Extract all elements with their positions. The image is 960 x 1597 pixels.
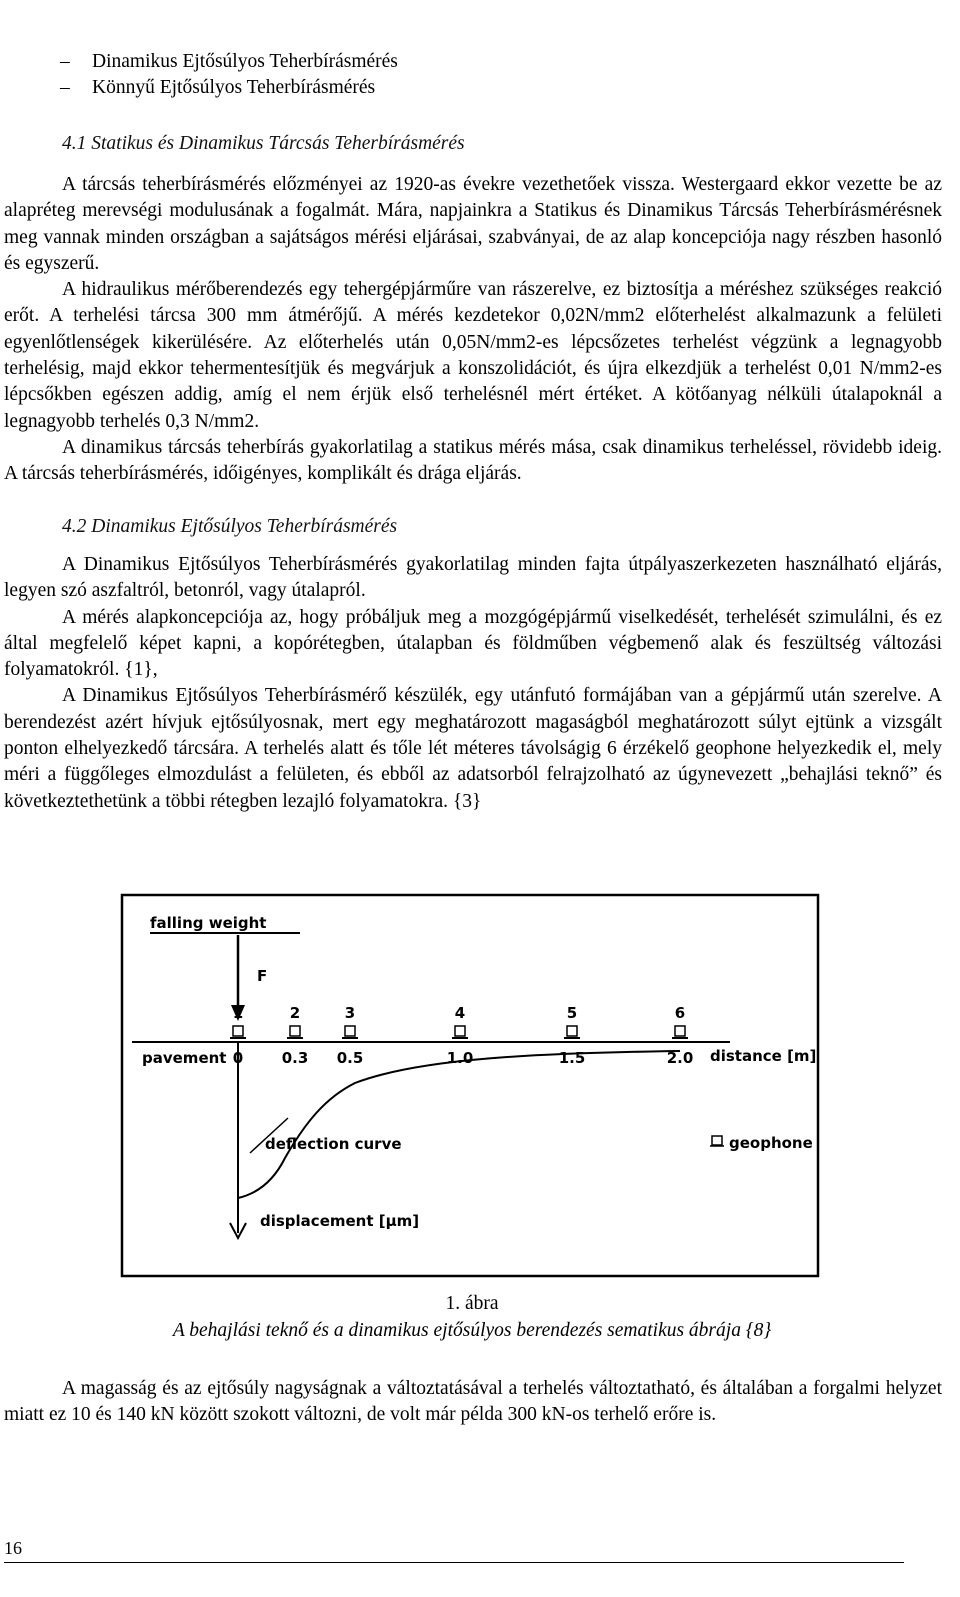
section-4-1-body [4,172,942,488]
geophone-distance: 2.0 [666,1049,694,1067]
list-item-text: Dinamikus Ejtősúlyos Teherbírásmérés [92,51,398,72]
paragraph: A magasság és az ejtősúly nagyságnak a változtatásával a terhelés változtatható, és általában a forgalmi helyzet miatt ez 10 és 140 kN között szokott változni, de volt már példa 300 kN-os terhelő erőre is. [4,1378,942,1426]
geophone-distance: 0.3 [281,1049,309,1067]
paragraph: A dinamikus tárcsás teherbírás gyakorlatilag a statikus mérés mása, csak dinamikus terheléssel, rövidebb ideig. A tárcsás teherbírásmérés, időigényes, komplikált és drága eljárás. [4,436,942,485]
bullet-dash: – [60,51,70,72]
pavement-label: pavement [142,1049,227,1067]
deflection-curve-label: deflection curve [265,1135,402,1153]
geophone-number: 5 [566,1004,578,1022]
displacement-label: displacement [μm] [260,1212,420,1230]
geophone-legend-label: geophone [729,1134,813,1152]
bullet-list [60,49,398,101]
page-number: 16 [4,1538,22,1558]
paragraph: A mérés alapkoncepciója az, hogy próbáljuk meg a mozgógépjármű viselkedését, terhelését szimulálni, és ez által megfelelő képet kapni, a kopórétegben, útalapban és földműben végbemenő alak és feszültség változási folyamatokról. {1}, [4,606,942,681]
section-heading-4-2: 4.2 Dinamikus Ejtősúlyos Teherbírásmérés [62,516,398,537]
list-item [60,75,398,101]
footer-rule [4,1562,904,1563]
geophone-distance: 1.5 [558,1049,586,1067]
geophone-number: 3 [344,1004,356,1022]
deflection-diagram [120,893,820,1278]
geophone-distance: 0.5 [336,1049,364,1067]
paragraph: A Dinamikus Ejtősúlyos Teherbírásmérés gyakorlatilag minden fajta útpályaszerkezeten használható eljárás, legyen szó aszfaltról, betonról, vagy útalapról. [4,554,942,602]
paragraph: A Dinamikus Ejtősúlyos Teherbírásmérő készülék, egy utánfutó formájában van a gépjármű után szerelve. A berendezést azért hívjuk ejtősúlyosnak, mert egy meghatározott magaságból meghatározott súlyt ejtünk a vizsgált ponton elhelyezkedő tárcsára. A terhelés alatt és tőle lét méteres távolságig 6 érzékelő geophone helyezkedik el, mely méri a függőleges elmozdulást a felületen, és ebből az adatsorból felrajzolható az úgynevezett „behajlási teknő” és következtethetünk a többi rétegben lezajló folyamatokra. {3} [4,685,942,812]
list-item-text: Könnyű Ejtősúlyos Teherbírásmérés [92,77,376,98]
bullet-dash: – [60,77,70,98]
figure-frame [122,895,818,1276]
figure-caption: A behajlási teknő és a dinamikus ejtősúlyos berendezés sematikus ábrája {8} [172,1320,772,1341]
geophone-number: 6 [674,1004,686,1022]
paragraph: A hidraulikus mérőberendezés egy tehergépjárműre van rászerelve, ez biztosítja a méréshez szükséges reakció erőt. A terhelési tárcsa 300 mm átmérőjű. A mérés kezdetekor 0,02N/mm2 előterhelést alkalmazunk a felületi egyenlőtlenségek kikerülésére. Az előterhelés után 0,05N/mm2-es lépcsőzetes terhelést végzünk a legnagyobb terhelésig, majd ekkor tehermentesítjük és megvárjuk a konszolidációt, és újra elkezdjük a terhelést 0,01 N/mm2-es lépcsőkben egészen addig, amíg el nem érjük első terhelésnél mért értéket. A kötőanyag nélküli útalapoknál a legnagyobb terhelés 0,3 N/mm2. [4,279,942,432]
geophone-number: 4 [454,1004,466,1022]
paragraph: A tárcsás teherbírásmérés előzményei az 1920-as évekre vezethetőek vissza. Westergaard ekkor vezette be az alapréteg merevségi modulusának a fogalmát. Mára, napjainkra a Statikus és Dinamikus Tárcsás Teherbírásmérésnek meg vannak minden országban a sajátságos mérési eljárásai, szabványai, de az alap koncepciója nagy részben hasonló és egyszerű. [4,174,942,274]
section-heading-4-1: 4.1 Statikus és Dinamikus Tárcsás Teherbírásmérés [62,133,465,154]
distance-label: distance [m] [710,1047,817,1065]
list-item [60,49,398,75]
geophone-number: 2 [289,1004,301,1022]
geophone-distance: 0 [232,1049,244,1067]
geophone-distance: 1.0 [446,1049,474,1067]
section-4-2-body [4,552,942,815]
figure-number: 1. ábra [445,1293,499,1314]
force-label: F [257,967,268,985]
closing-body [4,1376,942,1429]
geophone-number: 1 [232,1004,244,1022]
falling-weight-label: falling weight [150,914,267,932]
figure-deflection-diagram [120,893,820,1278]
